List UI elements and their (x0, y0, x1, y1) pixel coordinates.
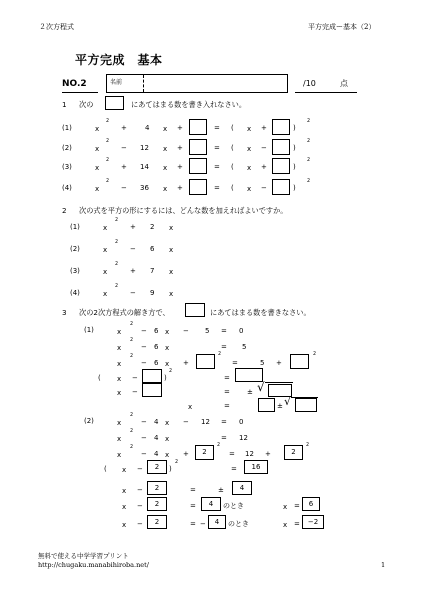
operator: = (214, 184, 220, 192)
answer-box[interactable]: 4 (232, 481, 252, 495)
operator: − (121, 144, 127, 152)
operator: − (137, 520, 143, 528)
paren: ) (293, 163, 296, 171)
operator: − (130, 289, 136, 297)
divider (265, 382, 293, 383)
answer-box[interactable] (272, 179, 290, 195)
var-x: x (103, 224, 108, 232)
example-box (105, 96, 124, 110)
exponent: 2 (218, 352, 222, 357)
var-x: x (247, 185, 252, 193)
exponent: 2 (307, 158, 311, 163)
number: 6 (154, 327, 159, 335)
var-x: x (117, 344, 122, 352)
question-text: 次の (79, 100, 94, 109)
operator: + (183, 450, 189, 458)
operator: − (183, 327, 189, 335)
exponent: 2 (130, 429, 134, 434)
score-total: /10 (303, 79, 316, 88)
operator: + (121, 163, 127, 171)
operator: + (177, 184, 183, 192)
operator: = (294, 502, 300, 510)
item-label: (1) (62, 124, 72, 132)
score-unit: 点 (340, 79, 348, 88)
condition-text: のとき (223, 502, 244, 510)
exponent: 2 (307, 119, 311, 124)
name-label: 名前 (110, 79, 123, 86)
operator: + (177, 124, 183, 132)
operator: − (121, 184, 127, 192)
answer-box[interactable]: 4 (201, 497, 221, 511)
var-x: x (165, 328, 170, 336)
item-label: (2) (62, 144, 72, 152)
answer-box[interactable] (295, 398, 317, 412)
exponent: 2 (115, 240, 119, 245)
exponent: 2 (115, 218, 119, 223)
var-x: x (117, 360, 122, 368)
var-x: x (169, 224, 174, 232)
var-x: x (117, 419, 122, 427)
var-x: x (163, 164, 168, 172)
name-field[interactable] (106, 74, 288, 93)
operator: − (137, 486, 143, 494)
header-left: ２次方程式 (39, 23, 74, 31)
answer-box[interactable]: 2 (147, 460, 167, 474)
number: 12 (239, 434, 248, 442)
paren: ) (293, 144, 296, 152)
divider (295, 92, 357, 93)
answer-box[interactable]: −2 (302, 515, 324, 529)
exponent: 2 (106, 158, 110, 163)
var-x: x (169, 290, 174, 298)
exponent: 2 (130, 354, 134, 359)
operator: − (132, 388, 138, 396)
paren: ) (164, 374, 167, 382)
operator: = (190, 486, 196, 494)
operator: − (132, 374, 138, 382)
var-x: x (122, 503, 127, 511)
answer-box[interactable]: 16 (244, 460, 268, 474)
answer-box[interactable] (272, 158, 290, 174)
paren: ) (293, 184, 296, 192)
plus-minus: ± (218, 486, 224, 494)
operator: − (141, 418, 147, 426)
var-x: x (122, 487, 127, 495)
answer-box[interactable] (189, 179, 207, 195)
answer-box[interactable]: 2 (147, 481, 167, 495)
var-x: x (103, 246, 108, 254)
operator: + (276, 359, 282, 367)
operator: − (141, 450, 147, 458)
var-x: x (163, 145, 168, 153)
number: 6 (154, 343, 159, 351)
example-box (185, 303, 205, 317)
var-x: x (117, 451, 122, 459)
page-title: 平方完成 基本 (75, 53, 163, 67)
answer-box[interactable] (290, 354, 309, 369)
var-x: x (163, 185, 168, 193)
answer-box[interactable] (142, 383, 162, 397)
answer-box[interactable] (189, 139, 207, 155)
operator: − (137, 465, 143, 473)
number: 12 (140, 144, 149, 152)
var-x: x (163, 125, 168, 133)
operator: − (200, 520, 206, 528)
operator: + (177, 144, 183, 152)
paren: ) (169, 465, 172, 473)
page-number: 1 (381, 561, 386, 569)
divider (143, 75, 144, 92)
var-x: x (169, 268, 174, 276)
operator: = (232, 359, 238, 367)
var-x: x (95, 185, 100, 193)
sqrt-icon: √ (257, 380, 265, 394)
answer-box[interactable] (272, 119, 290, 135)
operator: + (265, 450, 271, 458)
answer-box[interactable]: 2 (284, 445, 303, 460)
var-x: x (165, 360, 170, 368)
var-x: x (283, 521, 288, 529)
number: 4 (154, 450, 159, 458)
paren: ( (231, 163, 234, 171)
question-text: にあてはまる数を書き入れなさい。 (131, 100, 247, 109)
number: 2 (150, 223, 155, 231)
question-text: にあてはまる数を書きなさい。 (210, 308, 311, 317)
number: 4 (154, 434, 159, 442)
var-x: x (165, 435, 170, 443)
exponent: 2 (115, 284, 119, 289)
number: 0 (239, 418, 244, 426)
number: 6 (150, 245, 155, 253)
operator: − (141, 343, 147, 351)
operator: − (130, 245, 136, 253)
operator: + (130, 267, 136, 275)
operator: = (231, 465, 237, 473)
operator: = (221, 343, 227, 351)
operator: = (229, 450, 235, 458)
item-label: (2) (84, 417, 94, 425)
question-number: 1 (62, 100, 67, 109)
plus-minus: ± (247, 388, 253, 396)
sqrt-icon: √ (284, 395, 292, 408)
operator: − (261, 184, 267, 192)
number: 4 (154, 418, 159, 426)
var-x: x (283, 503, 288, 511)
paren: ( (231, 144, 234, 152)
var-x: x (95, 145, 100, 153)
var-x: x (247, 164, 252, 172)
condition-text: のとき (228, 520, 249, 528)
answer-box[interactable] (258, 398, 275, 412)
number: 6 (154, 359, 159, 367)
answer-box[interactable] (189, 119, 207, 135)
number: 7 (150, 267, 155, 275)
answer-box[interactable] (142, 369, 162, 383)
operator: − (141, 359, 147, 367)
operator: = (190, 502, 196, 510)
item-label: (3) (62, 163, 72, 171)
number: 12 (245, 450, 254, 458)
paren: ( (231, 124, 234, 132)
operator: + (261, 163, 267, 171)
question-text: 次の式を平方の形にするには、どんな数を加えればよいですか。 (79, 206, 288, 215)
plus-minus: ± (277, 402, 283, 410)
answer-box[interactable]: 6 (302, 497, 320, 511)
question-number: 3 (62, 308, 67, 317)
var-x: x (188, 403, 193, 411)
var-x: x (117, 328, 122, 336)
exponent: 2 (307, 139, 311, 144)
var-x: x (169, 246, 174, 254)
item-label: (1) (70, 223, 80, 231)
exponent: 2 (130, 445, 134, 450)
operator: − (137, 502, 143, 510)
operator: + (121, 124, 127, 132)
paren: ( (98, 374, 101, 382)
var-x: x (247, 145, 252, 153)
operator: = (214, 144, 220, 152)
paren: ( (231, 184, 234, 192)
var-x: x (122, 521, 127, 529)
answer-box[interactable]: 2 (195, 445, 214, 460)
number: 5 (260, 359, 265, 367)
exponent: 2 (306, 443, 310, 448)
exponent: 2 (169, 369, 173, 374)
number: 4 (145, 124, 150, 132)
operator: − (183, 418, 189, 426)
operator: + (183, 359, 189, 367)
sheet-number: NO.2 (62, 79, 87, 89)
var-x: x (165, 419, 170, 427)
paren: ( (104, 465, 107, 473)
paren: ) (293, 124, 296, 132)
number: 36 (140, 184, 149, 192)
operator: = (294, 520, 300, 528)
var-x: x (95, 125, 100, 133)
exponent: 2 (307, 179, 311, 184)
exponent: 2 (106, 179, 110, 184)
item-label: (3) (70, 267, 80, 275)
var-x: x (103, 290, 108, 298)
exponent: 2 (130, 338, 134, 343)
item-label: (4) (62, 184, 72, 192)
operator: = (190, 520, 196, 528)
exponent: 2 (106, 139, 110, 144)
var-x: x (95, 164, 100, 172)
item-label: (4) (70, 289, 80, 297)
answer-box[interactable] (272, 139, 290, 155)
footer-link[interactable]: http://chugaku.manabihiroba.net/ (38, 561, 149, 569)
var-x: x (117, 389, 122, 397)
operator: = (224, 374, 230, 382)
var-x: x (165, 344, 170, 352)
operator: + (130, 223, 136, 231)
number: 14 (140, 163, 149, 171)
var-x: x (247, 125, 252, 133)
operator: = (214, 124, 220, 132)
var-x: x (117, 435, 122, 443)
operator: = (224, 388, 230, 396)
answer-box[interactable] (189, 158, 207, 174)
operator: = (221, 434, 227, 442)
var-x: x (103, 268, 108, 276)
exponent: 2 (115, 262, 119, 267)
var-x: x (117, 375, 122, 383)
operator: − (141, 434, 147, 442)
var-x: x (165, 451, 170, 459)
footer-tagline: 無料で使える中学学習プリント (38, 552, 129, 560)
number: 5 (242, 343, 247, 351)
operator: = (224, 402, 230, 410)
exponent: 2 (130, 322, 134, 327)
exponent: 2 (106, 119, 110, 124)
divider (62, 92, 98, 93)
answer-box[interactable]: 2 (147, 497, 167, 511)
item-label: (1) (84, 326, 94, 334)
exponent: 2 (217, 443, 221, 448)
number: 9 (150, 289, 155, 297)
operator: = (221, 418, 227, 426)
operator: = (221, 327, 227, 335)
question-number: 2 (62, 206, 67, 215)
answer-box[interactable] (196, 354, 215, 369)
header-right: 平方完成ー基本（2） (308, 23, 376, 31)
operator: + (177, 163, 183, 171)
operator: − (141, 327, 147, 335)
exponent: 2 (313, 352, 317, 357)
number: 0 (239, 327, 244, 335)
exponent: 2 (130, 413, 134, 418)
operator: + (261, 124, 267, 132)
number: 12 (201, 418, 210, 426)
question-text: 次の2次方程式の解き方で、 (79, 308, 170, 317)
answer-box[interactable]: 2 (147, 515, 167, 529)
operator: − (261, 144, 267, 152)
operator: = (214, 163, 220, 171)
exponent: 2 (175, 460, 179, 465)
answer-box[interactable]: 4 (208, 515, 226, 529)
item-label: (2) (70, 245, 80, 253)
var-x: x (122, 466, 127, 474)
number: 5 (205, 327, 210, 335)
